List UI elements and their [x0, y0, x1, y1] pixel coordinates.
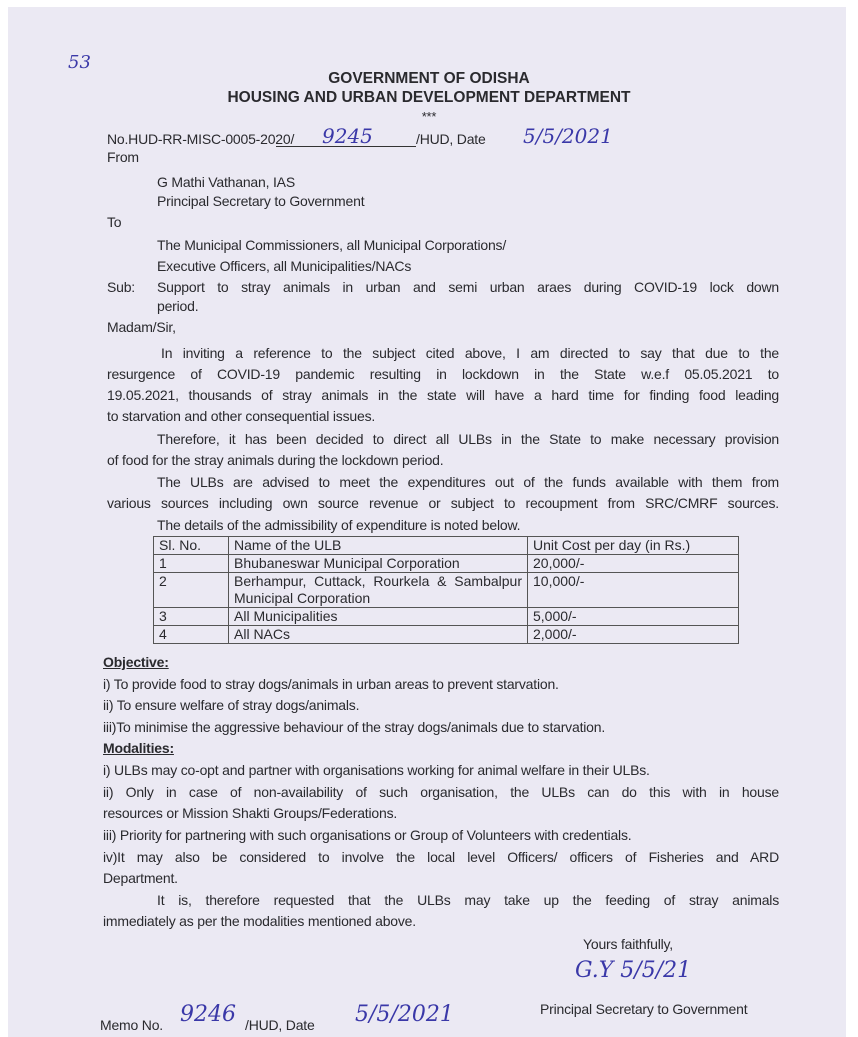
- row-sl: 4: [154, 626, 229, 644]
- memo-label: Memo No.: [100, 1017, 163, 1033]
- header-ulb-name: Name of the ULB: [229, 537, 528, 555]
- reference-suffix: /HUD, Date: [416, 131, 486, 147]
- signature: G.Y 5/5/21: [575, 958, 692, 983]
- row-cost: 5,000/-: [528, 608, 739, 626]
- modalities-item-2: ii) Only in case of non-availability of such organisation, the ULBs can do this with in house: [103, 784, 779, 800]
- table-header-row: [154, 537, 739, 555]
- modalities-heading: Modalities:: [103, 740, 174, 756]
- body-p1-line1: In inviting a reference to the subject cited above, I am directed to say that due to the: [161, 345, 779, 361]
- subject-line2: period.: [157, 298, 199, 314]
- table-row: [154, 626, 739, 644]
- row-name: Bhubaneswar Municipal Corporation: [229, 555, 528, 573]
- body-p2-line2: of food for the stray animals during the lockdown period.: [107, 452, 444, 468]
- row-cost: 10,000/-: [528, 573, 739, 608]
- reference-date: 5/5/2021: [523, 124, 613, 148]
- body-p3-line1: The ULBs are advised to meet the expenditures out of the funds available with them from: [157, 474, 779, 490]
- modalities-item-4: iv)It may also be considered to involve the local level Officers/ officers of Fisheries and ARD: [103, 849, 779, 865]
- from-designation: Principal Secretary to Government: [157, 193, 365, 209]
- reference-prefix: No.HUD-RR-MISC-0005-2020/: [107, 131, 295, 147]
- objective-heading: Objective:: [103, 654, 169, 670]
- reference-number: 9245: [322, 124, 373, 148]
- modalities-item-1: i) ULBs may co-opt and partner with organisations working for animal welfare in their ULBs.: [103, 762, 650, 778]
- body-p2-line1: Therefore, it has been decided to direct all ULBs in the State to make necessary provision: [157, 431, 779, 447]
- body-p1-line2: resurgence of COVID-19 pandemic resulting in lockdown in the State w.e.f 05.05.2021 to: [107, 366, 779, 382]
- body-p4: The details of the admissibility of expenditure is noted below.: [157, 517, 521, 533]
- modalities-item-4-cont: Department.: [103, 870, 178, 886]
- closing-line2: immediately as per the modalities mentioned above.: [103, 913, 416, 929]
- yours-faithfully: Yours faithfully,: [583, 936, 673, 952]
- table-row: [154, 573, 739, 608]
- modalities-item-2-cont: resources or Mission Shakti Groups/Federations.: [103, 805, 398, 821]
- row-sl: 1: [154, 555, 229, 573]
- modalities-item-3: iii) Priority for partnering with such organisations or Group of Volunteers with credentials.: [103, 827, 632, 843]
- row-name: All Municipalities: [229, 608, 528, 626]
- row-sl: 2: [154, 573, 229, 608]
- memo-number: 9246: [180, 1002, 236, 1027]
- signatory-designation: Principal Secretary to Government: [540, 1001, 748, 1017]
- row-sl: 3: [154, 608, 229, 626]
- from-name: G Mathi Vathanan, IAS: [157, 174, 295, 190]
- memo-date: 5/5/2021: [355, 1002, 454, 1027]
- header-government: GOVERNMENT OF ODISHA: [328, 70, 530, 87]
- row-name: All NACs: [229, 626, 528, 644]
- table-row: [154, 555, 739, 573]
- from-label: From: [107, 149, 139, 165]
- header-stars: ***: [421, 109, 437, 124]
- body-p1-line4: to starvation and other consequential issues.: [107, 408, 376, 424]
- row-cost: 20,000/-: [528, 555, 739, 573]
- body-p1-line3: 19.05.2021, thousands of stray animals in the state will have a hard time for finding food leading: [107, 387, 779, 403]
- to-line2: Executive Officers, all Municipalities/NACs: [157, 258, 412, 274]
- row-name: Berhampur, Cuttack, Rourkela & Sambalpur Municipal Corporation: [229, 573, 528, 608]
- objective-item-3: iii)To minimise the aggressive behaviour of the stray dogs/animals due to starvation.: [103, 719, 606, 735]
- header-department: HOUSING AND URBAN DEVELOPMENT DEPARTMENT: [227, 89, 631, 106]
- subject-label: Sub:: [107, 279, 135, 295]
- salutation: Madam/Sir,: [107, 319, 176, 335]
- row-cost: 2,000/-: [528, 626, 739, 644]
- closing-line1: It is, therefore requested that the ULBs may take up the feeding of stray animals: [157, 892, 779, 908]
- expenditure-table: [153, 536, 739, 644]
- to-line1: The Municipal Commissioners, all Municipal Corporations/: [157, 237, 507, 253]
- body-p3-line2: various sources including own source revenue or subject to recoupment from SRC/CMRF sources.: [107, 495, 779, 511]
- objective-item-1: i) To provide food to stray dogs/animals in urban areas to prevent starvation.: [103, 676, 559, 692]
- memo-suffix: /HUD, Date: [245, 1017, 315, 1033]
- header-sl-no: Sl. No.: [154, 537, 229, 555]
- header-unit-cost: Unit Cost per day (in Rs.): [528, 537, 739, 555]
- objective-item-2: ii) To ensure welfare of stray dogs/animals.: [103, 697, 360, 713]
- to-label: To: [107, 214, 122, 230]
- page-number-annotation: 53: [68, 52, 91, 73]
- subject-line1: Support to stray animals in urban and semi urban araes during COVID-19 lock down: [157, 279, 779, 295]
- table-row: [154, 608, 739, 626]
